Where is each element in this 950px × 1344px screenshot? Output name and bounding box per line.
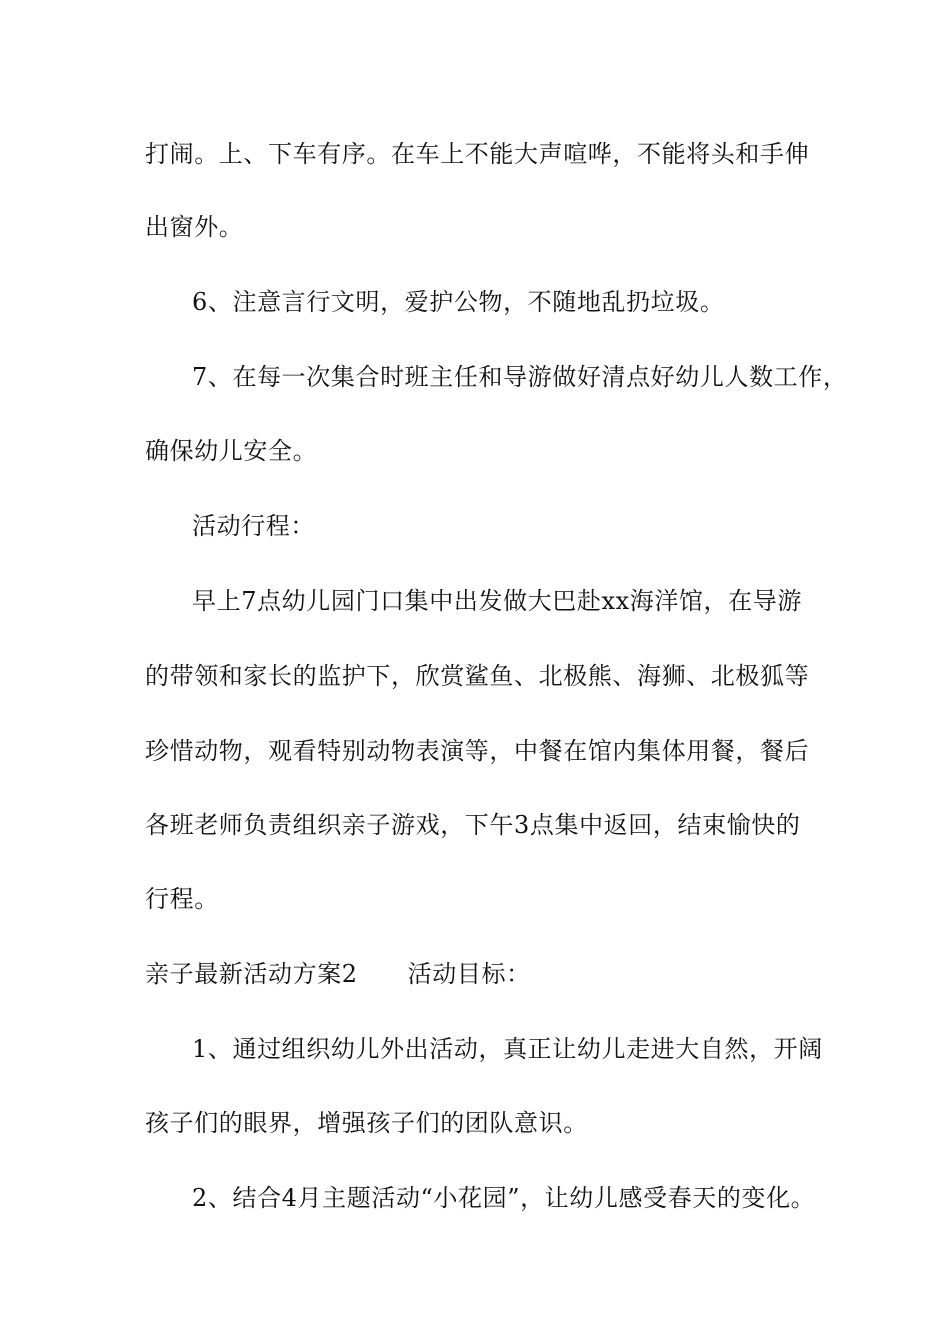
list-item-7: 7、在每一次集合时班主任和导游做好清点好幼儿人数工作， [192, 363, 848, 391]
paragraph-line: 打闹。上、下车有序。在车上不能大声喧哗，不能将头和手伸 [145, 140, 810, 168]
goal-item-2: 2、结合4月主题活动“小花园”，让幼儿感受春天的变化。 [192, 1184, 816, 1212]
schedule-paragraph-line: 各班老师负责组织亲子游戏，下午3点集中返回，结束愉快的 [145, 811, 801, 839]
goal-item-1: 1、通过组织幼儿外出活动，真正让幼儿走进大自然，开阔 [192, 1035, 823, 1063]
section-heading [145, 959, 531, 989]
list-item-6: 6、注意言行文明，爱护公物，不随地乱扔垃圾。 [192, 288, 725, 316]
section-subtitle: 活动目标： [407, 960, 531, 988]
paragraph-line: 孩子们的眼界，增强孩子们的团队意识。 [145, 1109, 588, 1137]
schedule-heading: 活动行程： [192, 512, 315, 540]
schedule-paragraph-line: 的带领和家长的监护下，欣赏鲨鱼、北极熊、海狮、北极狐等 [145, 662, 810, 690]
schedule-paragraph-line: 早上7点幼儿园门口集中出发做大巴赴xx海洋馆，在导游 [192, 587, 802, 615]
schedule-paragraph-line: 行程。 [145, 885, 219, 913]
schedule-paragraph-line: 珍惜动物，观看特别动物表演等，中餐在馆内集体用餐，餐后 [145, 737, 810, 765]
paragraph-line: 出窗外。 [145, 213, 244, 241]
paragraph-line: 确保幼儿安全。 [145, 437, 318, 465]
section-title: 亲子最新活动方案2 [145, 960, 358, 988]
